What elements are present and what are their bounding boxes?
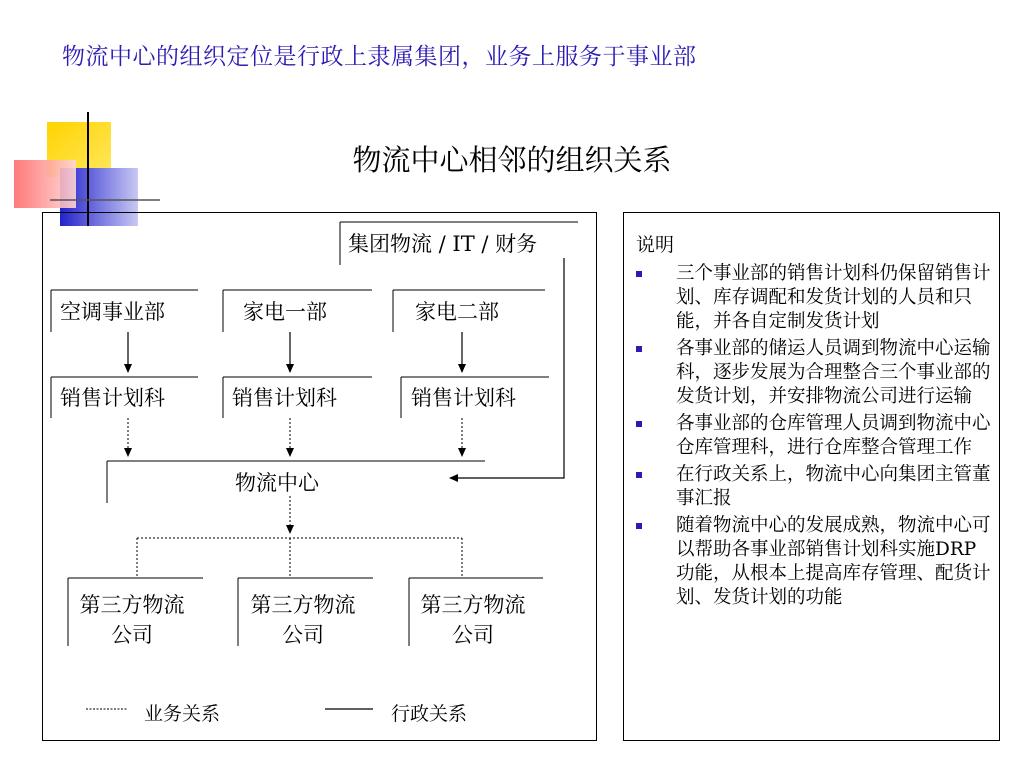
- third-party-1: 第三方物流公司: [79, 593, 185, 647]
- square-bullet-icon: [636, 421, 642, 427]
- diagram-title: 物流中心相邻的组织关系: [352, 143, 672, 177]
- sales-planning-1: 销售计划科: [60, 386, 165, 410]
- group-box-label: 集团物流 / IT / 财务: [348, 232, 538, 256]
- list-item: 三个事业部的销售计划科仍保留销售计划、库存调配和发货计划的人员和只能，并各自定制发货计划: [632, 262, 994, 334]
- list-item: 随着物流中心的发展成熟，物流中心可以帮助各事业部销售计划科实施DRP功能，从根本上提高库存管理、配货计划、发货计划的功能: [632, 514, 994, 610]
- square-bullet-icon: [636, 472, 642, 478]
- list-item: 在行政关系上，物流中心向集团主管董事汇报: [632, 463, 994, 511]
- list-item: 各事业部的储运人员调到物流中心运输科，逐步发展为合理整合三个事业部的发货计划，并安排物流公司进行运输: [632, 337, 994, 409]
- admin-relation-line: [450, 258, 564, 478]
- headline: 物流中心的组织定位是行政上隶属集团，业务上服务于事业部: [62, 44, 697, 70]
- notes-title: 说明: [636, 234, 675, 256]
- list-item: 各事业部的仓库管理人员调到物流中心仓库管理科，进行仓库整合管理工作: [632, 412, 994, 460]
- square-bullet-icon: [636, 523, 642, 529]
- third-party-2: 第三方物流公司: [250, 593, 356, 647]
- division-appliance-1: 家电一部: [243, 300, 327, 324]
- third-party-3: 第三方物流公司: [420, 593, 526, 647]
- square-bullet-icon: [636, 271, 642, 277]
- division-aircon: 空调事业部: [60, 300, 165, 324]
- sales-planning-2: 销售计划科: [232, 386, 337, 410]
- sales-planning-3: 销售计划科: [411, 386, 516, 410]
- square-bullet-icon: [636, 346, 642, 352]
- division-appliance-2: 家电二部: [415, 300, 499, 324]
- legend-admin-label: 行政关系: [391, 703, 468, 725]
- notes-list: [632, 262, 994, 613]
- legend-business-label: 业务关系: [144, 703, 221, 725]
- logistics-center: 物流中心: [235, 471, 319, 495]
